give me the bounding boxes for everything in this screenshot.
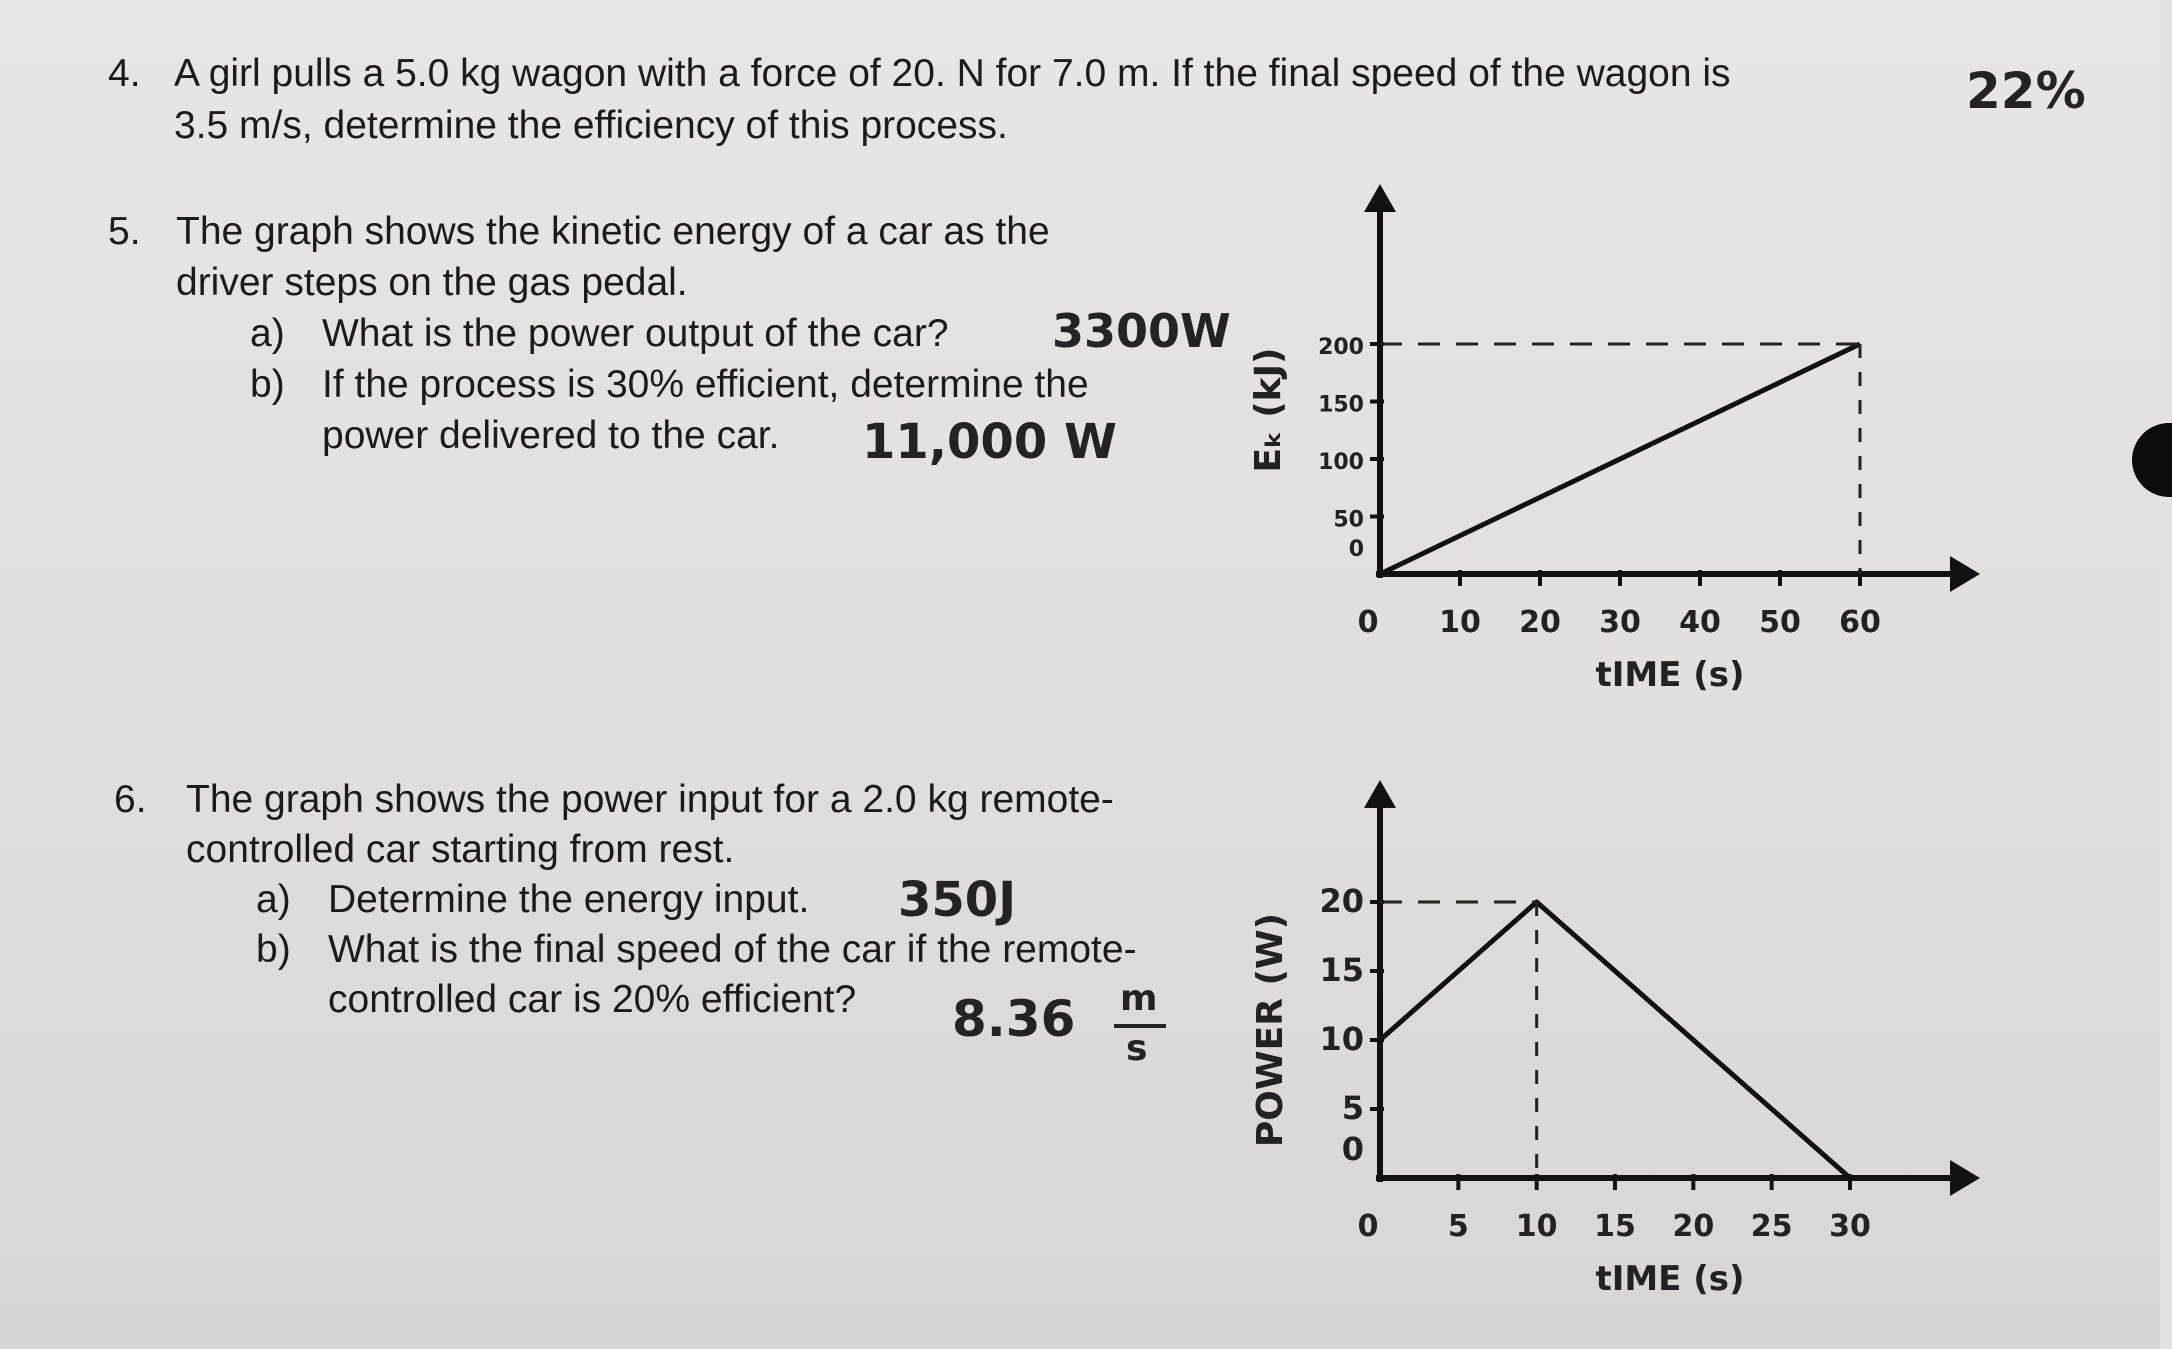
- chart2-y-axis-arrow: [1364, 780, 1396, 808]
- chart1-x-tick-label: 60: [1839, 605, 1881, 640]
- chart2-y-tick-label: 20: [1319, 882, 1364, 920]
- chart2-x-tick-label: 25: [1750, 1209, 1793, 1244]
- question-6a-text: Determine the energy input.: [328, 878, 810, 921]
- chart1-x-axis-arrow: [1950, 556, 1980, 592]
- question-5b-label: b): [250, 363, 285, 406]
- chart2-x-tick-label: 5: [1447, 1209, 1469, 1244]
- question-5a-answer: 3300W: [1052, 304, 1231, 358]
- chart1-y-tick-label: 100: [1318, 450, 1364, 475]
- question-6b-answer: 8.36: [952, 990, 1076, 1048]
- chart1-series-line: [1380, 344, 1860, 574]
- question-6-number: 6.: [114, 778, 147, 821]
- question-5b-text-2: power delivered to the car.: [322, 414, 780, 457]
- question-4: [108, 48, 1988, 158]
- chart1-y-axis-label: Eₖ (kJ): [1248, 347, 1289, 473]
- chart1-x-tick-label: 10: [1439, 605, 1481, 640]
- question-5-line-1: The graph shows the kinetic energy of a car as the: [176, 210, 1050, 253]
- chart1-x-tick-label: 0: [1357, 605, 1379, 640]
- question-4-line-1: A girl pulls a 5.0 kg wagon with a force of 20. N for 7.0 m. If the final speed of the wagon is: [174, 52, 1731, 95]
- chart2-y-axis-label: POWER (W): [1250, 912, 1291, 1148]
- chart2-x-tick-label: 30: [1829, 1209, 1871, 1244]
- chart2-x-tick-label: 20: [1672, 1209, 1715, 1244]
- chart2-x-axis-arrow: [1950, 1160, 1980, 1196]
- chart1-x-tick-label: 30: [1599, 605, 1641, 640]
- question-6a-label: a): [256, 878, 291, 921]
- chart1-y-tick-label: 0: [1348, 537, 1364, 562]
- question-6b-answer-unit-bottom: s: [1126, 1028, 1148, 1069]
- question-4-answer: 22%: [1966, 62, 2086, 120]
- chart1-y-tick-label: 150: [1318, 392, 1364, 418]
- question-6b-label: b): [256, 928, 291, 971]
- chart1-x-tick-label: 20: [1519, 605, 1561, 640]
- question-5-number: 5.: [108, 210, 141, 253]
- chart2-x-axis-label: tIME (s): [1595, 1259, 1745, 1299]
- chart2-x-tick-label: 10: [1515, 1209, 1558, 1244]
- question-5a-text: What is the power output of the car?: [322, 312, 949, 355]
- chart2-y-tick-label: 10: [1319, 1020, 1364, 1058]
- question-5b-text-1: If the process is 30% efficient, determine the: [322, 363, 1089, 406]
- question-6b-text-2: controlled car is 20% efficient?: [328, 978, 857, 1021]
- question-6b-answer-unit-top: m: [1120, 978, 1158, 1019]
- chart1-y-tick-label: 200: [1318, 335, 1364, 360]
- question-6b-text-1: What is the final speed of the car if the remote-: [328, 928, 1137, 971]
- question-4-line-2: 3.5 m/s, determine the efficiency of this process.: [174, 104, 1008, 147]
- chart2-x-tick-label: 0: [1357, 1209, 1379, 1244]
- question-6a-answer: 350J: [898, 872, 1017, 928]
- question-6-line-2: controlled car starting from rest.: [186, 828, 735, 871]
- chart2-y-tick-label: 5: [1341, 1089, 1364, 1127]
- kinetic-energy-graph: [1248, 170, 2000, 710]
- question-6-line-1: The graph shows the power input for a 2.0 kg remote-: [186, 778, 1114, 821]
- question-4-number: 4.: [108, 52, 141, 95]
- chart1-x-axis-label: tIME (s): [1595, 655, 1745, 695]
- power-graph: [1250, 760, 2000, 1320]
- chart1-y-axis-arrow: [1364, 184, 1396, 212]
- chart2-x-tick-label: 15: [1594, 1209, 1636, 1244]
- chart1-y-tick-label: 50: [1333, 507, 1364, 533]
- chart2-y-tick-label: 15: [1319, 951, 1364, 989]
- chart2-y-tick-label: 0: [1341, 1130, 1364, 1168]
- chart2-series-line: [1380, 902, 1850, 1178]
- hole-punch-mark: [2132, 423, 2172, 497]
- question-5a-label: a): [250, 312, 285, 355]
- question-5b-answer: 11,000 W: [862, 414, 1117, 470]
- chart1-x-tick-label: 40: [1679, 605, 1721, 640]
- question-5-line-2: driver steps on the gas pedal.: [176, 261, 688, 304]
- chart1-x-tick-label: 50: [1759, 605, 1801, 640]
